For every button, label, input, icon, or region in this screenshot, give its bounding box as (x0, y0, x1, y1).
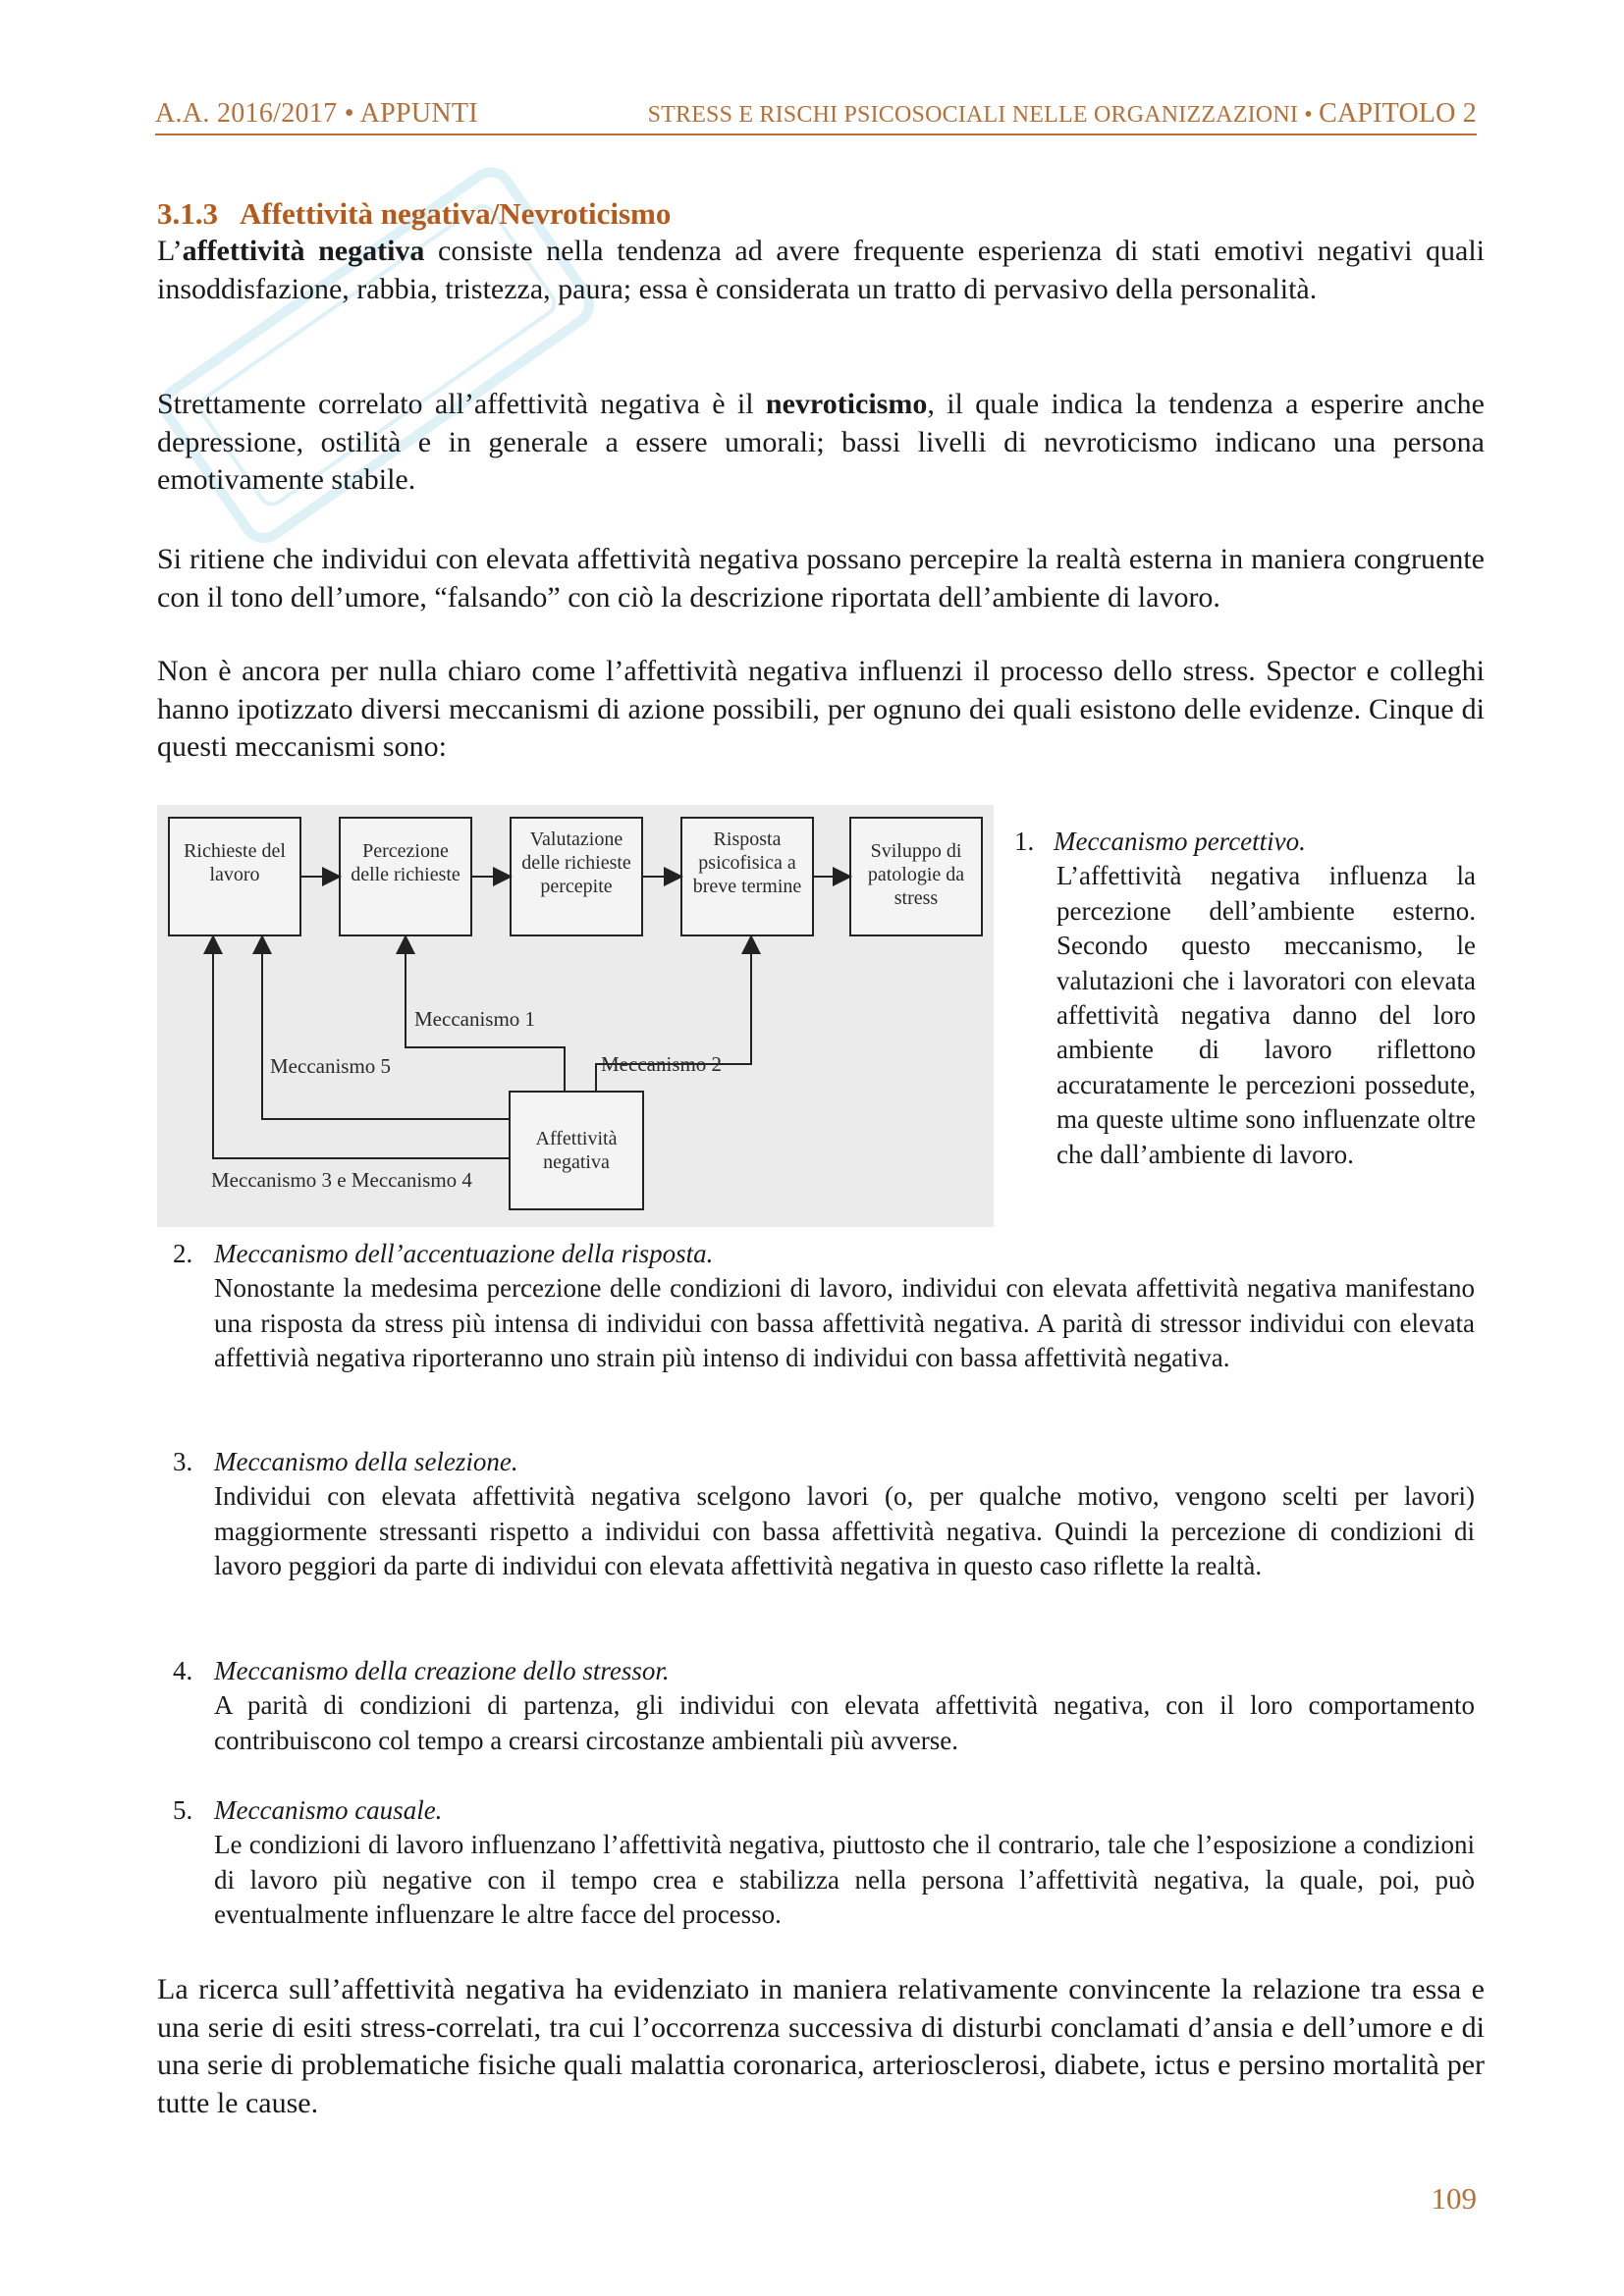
box-risposta-label: Risposta psicofisica a breve termine (692, 828, 802, 897)
box-valutazione-label: Valutazione delle richieste percepite (521, 828, 631, 897)
mechanism-1-title: Meccanismo percettivo. (1054, 827, 1306, 856)
label-mech-2: Meccanismo 2 (601, 1052, 723, 1076)
box-richieste-label: Richieste del lavoro (184, 840, 286, 885)
section-number: 3.1.3 (157, 196, 218, 231)
mechanism-2-body: Nonostante la medesima percezione delle condizioni di lavoro, individui con elevata affettività negativa manifestano una risposta da stress più intensa di individui con bassa affettività negativa. A parità di stressor individui con elevata affettivià negativa riporteranno uno strain più intenso di individui con bassa affettività negativa. (214, 1273, 1475, 1373)
label-mech-5: Meccanismo 5 (270, 1054, 392, 1078)
p2-text-b: , il quale indica la tendenza a esperire anche depressione, ostilità e in generale a essere umorali; bassi livelli di nevroticismo indicano una persona emotivamente stabile. (157, 388, 1485, 496)
mechanism-1-body: L’affettività negativa influenza la percezione dell’ambiente esterno. Secondo questo meccanismo, le valutazioni che i lavoratori con elevata affettività negativa danno del loro ambiente di lavoro riflettono accuratamente le percezioni possedute, ma queste ultime sono influenzate oltre che dall’ambiente di lavoro. (1056, 861, 1476, 1169)
box-affettivita-label: Affettività negativa (535, 1128, 618, 1173)
mechanism-3-title: Meccanismo della selezione. (214, 1447, 518, 1476)
mechanism-4-body: A parità di condizioni di partenza, gli individui con elevata affettività negativa, con il loro comportamento contribuiscono col tempo a crearsi circostanze ambientali più avverse. (214, 1690, 1475, 1755)
page-number: 109 (1431, 2181, 1477, 2216)
mechanism-2 (173, 1237, 1475, 1376)
mechanism-5-title: Meccanismo causale. (214, 1795, 443, 1825)
mechanism-5 (173, 1793, 1475, 1933)
p1-bold: affettività negativa (182, 235, 425, 267)
p1-text-b: consiste nella tendenza ad avere frequente esperienza di stati emotivi negativi quali insoddisfazione, rabbia, tristezza, paura; essa è considerata un tratto di pervasivo della personalità. (157, 235, 1485, 305)
paragraph-2 (157, 386, 1485, 500)
header-left: A.A. 2016/2017 • APPUNTI (155, 98, 478, 129)
header-chapter: CAPITOLO 2 (1319, 98, 1477, 129)
mechanism-diagram (157, 805, 994, 1227)
mechanism-3-body: Individui con elevata affettività negativa scelgono lavori (o, per qualche motivo, vengono scelti per lavori) maggiormente stressanti rispetto a individui con bassa affettività negativa. Quindi la percezione di condizioni di lavoro peggiori da parte di individui con elevata affettività negativa in questo caso riflette la realtà. (214, 1481, 1475, 1581)
paragraph-final: La ricerca sull’affettività negativa ha evidenziato in maniera relativamente convincente la relazione tra essa e una serie di esiti stress-correlati, tra cui l’occorrenza successiva di disturbi conclamati d’ansia e dell’umore e di una serie di problematiche fisiche quali malattia coronarica, arteriosclerosi, diabete, ictus e persino mortalità per tutte le cause. (157, 1973, 1485, 2119)
mechanism-5-number: 5. (173, 1795, 193, 1825)
mechanism-4 (173, 1654, 1475, 1758)
mechanism-2-number: 2. (173, 1239, 193, 1268)
section-title-text: Affettività negativa/Nevroticismo (240, 196, 672, 231)
label-mech-1: Meccanismo 1 (414, 1007, 536, 1031)
header-course: STRESS E RISCHI PSICOSOCIALI NELLE ORGANIZZAZIONI • (647, 102, 1313, 128)
paragraph-4: Non è ancora per nulla chiaro come l’affettività negativa influenzi il processo dello stress. Spector e colleghi hanno ipotizzato diversi meccanismi di azione possibili, per ognuno dei quali esistono delle evidenze. Cinque di questi meccanismi sono: (157, 655, 1485, 763)
mechanism-1-number: 1. (1014, 827, 1035, 856)
watermark-logo (39, 118, 727, 609)
mechanism-5-body: Le condizioni di lavoro influenzano l’affettività negativa, piuttosto che il contrario, tale che l’esposizione a condizioni di lavoro più negative con il tempo crea e stabilizza nella persona l’affettività negativa, la quale, poi, può eventualmente influenzare le altre facce del processo. (214, 1830, 1475, 1930)
mechanism-3-number: 3. (173, 1447, 193, 1476)
mechanism-1 (1014, 825, 1476, 1172)
p1-text-a: L’ (157, 235, 183, 267)
mechanism-2-title: Meccanismo dell’accentuazione della risposta. (214, 1239, 714, 1268)
p2-bold: nevroticismo (765, 388, 928, 420)
mechanism-4-number: 4. (173, 1656, 193, 1685)
paragraph-3: Si ritiene che individui con elevata affettività negativa possano percepire la realtà esterna in maniera congruente con il tono dell’umore, “falsando” con ciò la descrizione riportata dell’ambiente di lavoro. (157, 543, 1485, 614)
label-mech-34: Meccanismo 3 e Meccanismo 4 (211, 1168, 472, 1192)
header-right (648, 98, 1477, 130)
p2-text-a: Strettamente correlato all’affettività negativa è il (157, 388, 766, 420)
page-header (155, 96, 1477, 135)
box-percezione-label: Percezione delle richieste (351, 840, 460, 885)
box-sviluppo-label: Sviluppo di patologie da stress (867, 840, 965, 909)
section-title (157, 196, 671, 232)
mechanism-4-title: Meccanismo della creazione dello stressor. (214, 1656, 670, 1685)
mechanism-3 (173, 1445, 1475, 1584)
paragraph-1 (157, 233, 1485, 308)
